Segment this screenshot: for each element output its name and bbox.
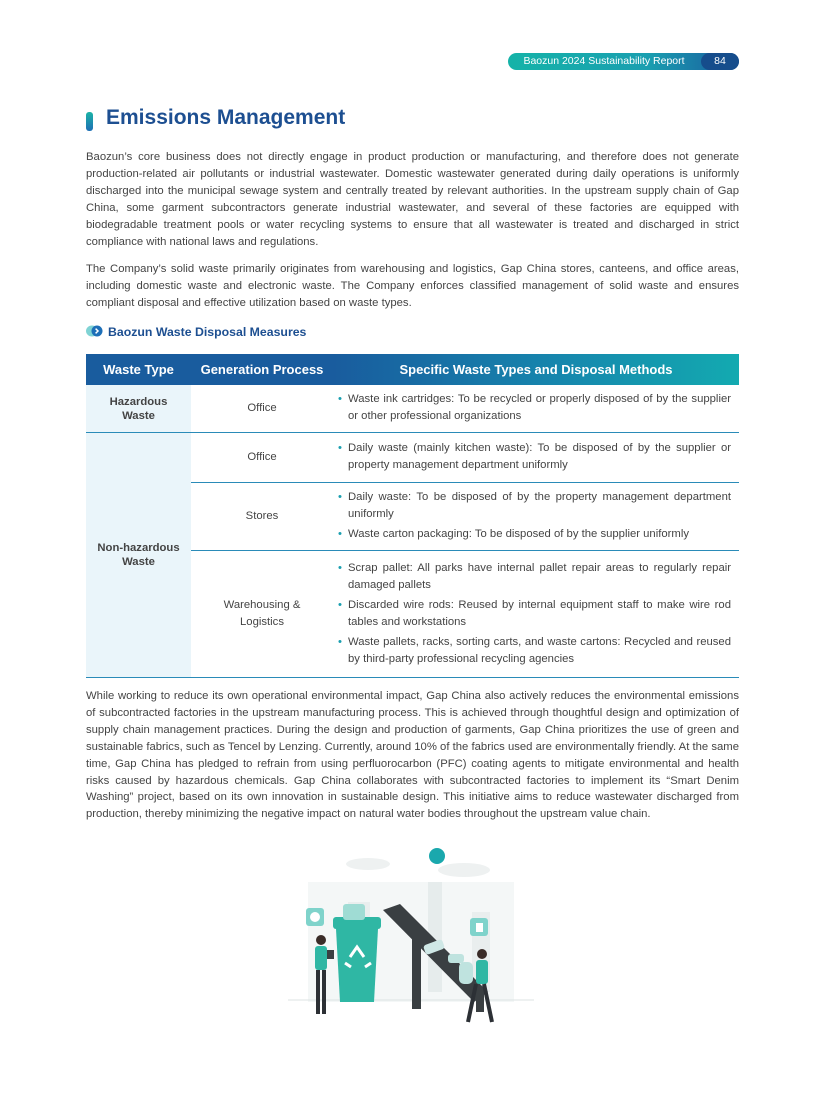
bullet-icon: • (338, 561, 342, 574)
bullet-icon: • (338, 635, 342, 648)
category-hazardous: Hazardous Waste (86, 385, 191, 433)
methods-cell (333, 551, 739, 678)
process-cell: Stores (191, 483, 333, 551)
header-generation-process: Generation Process (191, 354, 333, 385)
methods-cell (333, 483, 739, 551)
header-waste-type: Waste Type (86, 354, 191, 385)
bullet-icon: • (338, 528, 342, 540)
list-item: • Waste carton packaging: To be disposed of by the supplier uniformly (338, 526, 731, 543)
list-item: • Discarded wire rods: Reused by internal equipment staff to make wire rod tables and workstations (338, 598, 731, 628)
paragraph-solid-waste: The Company’s solid waste primarily originates from warehousing and logistics, Gap China stores, canteens, and office areas, including domestic waste and electronic waste. The Company enforces classified management of solid waste and ensures compliant disposal and effective utilization based on waste types. (86, 263, 739, 309)
bullet-icon: • (338, 442, 342, 454)
table-heading: Baozun Waste Disposal Measures (108, 325, 307, 339)
list-item: • Waste ink cartridges: To be recycled or properly disposed of by the supplier or other professional organizations (338, 393, 731, 422)
list-item: • Daily waste: To be disposed of by the property management department uniformly (338, 491, 731, 520)
process-cell: Office (191, 433, 333, 483)
page-number: 84 (701, 53, 739, 70)
process-cell: Warehousing & Logistics (191, 551, 333, 678)
methods-cell (333, 385, 739, 433)
process-cell: Office (191, 385, 333, 433)
waste-disposal-table (86, 354, 739, 678)
table-row (86, 433, 739, 483)
header-disposal-methods: Specific Waste Types and Disposal Methods (333, 354, 739, 385)
list-item: • Waste pallets, racks, sorting carts, and waste cartons: Recycled and reused by third-party professional recycling agencies (338, 635, 731, 665)
bullet-icon: • (338, 491, 342, 503)
title-accent-bar (86, 112, 93, 131)
table-header-row (86, 354, 739, 385)
methods-cell (333, 433, 739, 483)
category-non-hazardous: Non-hazardous Waste (86, 433, 191, 678)
paragraph-gap-china: While working to reduce its own operational environmental impact, Gap China also actively reduces the environmental emissions of subcontracted factories in the upstream manufacturing process. This is achieved through thoughtful design and optimization of supply chain management practices. During the design and production of garments, Gap China prioritizes the use of green and sustainable fabrics, such as Tencel by Lenzing. Currently, around 10% of the fabrics used are environmentally friendly. At the same time, Gap China has pledged to refrain from using perfluorocarbon (PFC) coating agents to mitigate environmental and health risks caused by hazardous chemicals. Gap China collaborates with subcontracted factories to implement its “Smart Denim Washing” project, based on its own innovation in sustainable design. This initiative aims to reduce wastewater discharged from production, thereby minimizing the negative impact on natural water bodies throughout the upstream value chain. (86, 690, 739, 821)
list-item: • Scrap pallet: All parks have internal pallet repair areas to regularly repair damaged pallets (338, 561, 731, 591)
recycling-illustration (288, 842, 534, 1028)
list-item: • Daily waste (mainly kitchen waste): To be disposed of by the supplier or property management department uniformly (338, 442, 731, 471)
bullet-icon: • (338, 393, 342, 405)
chevron-circle-icon (86, 325, 104, 337)
report-title: Baozun 2024 Sustainability Report (523, 55, 685, 67)
table-row (86, 385, 739, 433)
bullet-icon: • (338, 598, 342, 611)
report-header (508, 53, 739, 70)
paragraph-intro: Baozun’s core business does not directly engage in product production or manufacturing, and therefore does not generate production-related air pollutants or industrial wastewater. Domestic wastewater generated during daily operations is uniformly discharged into the municipal sewage system and centrally treated by relevant authorities. In the upstream supply chain of Gap China, some garment subcontractors generate industrial wastewater, and several of these factories are equipped with biodegradable treatment pools or water recycling systems to ensure that all wastewater is treated and discharged in strict compliance with national laws and regulations. (86, 151, 739, 248)
section-title: Emissions Management (106, 106, 346, 129)
